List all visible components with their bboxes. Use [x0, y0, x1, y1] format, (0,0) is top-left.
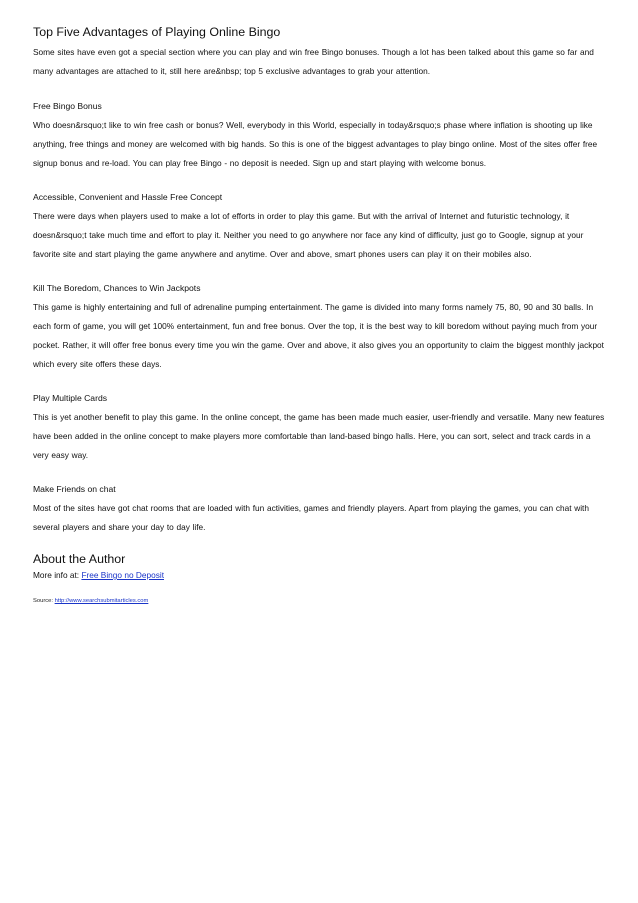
- document-title: Top Five Advantages of Playing Online Bingo: [33, 25, 281, 39]
- author-more-info: [33, 568, 605, 582]
- source-label: Source:: [33, 598, 53, 604]
- free-bingo-link[interactable]: Free Bingo no Deposit: [81, 570, 164, 580]
- section-heading: Free Bingo Bonus: [33, 101, 102, 111]
- more-info-label: More info at:: [33, 570, 80, 580]
- section-make-friends: [33, 480, 605, 537]
- section-kill-boredom: [33, 279, 605, 374]
- intro-paragraph: Some sites have even got a special section where you can play and win free Bingo bonuses. Though a lot has been talked about this game so far and many advantages are attached to it, still here are&nbsp; top 5 exclusive advantages to grab your attention.: [33, 47, 594, 76]
- section-accessible-convenient: [33, 188, 605, 264]
- section-heading: Kill The Boredom, Chances to Win Jackpots: [33, 283, 201, 293]
- section-heading: Make Friends on chat: [33, 484, 116, 494]
- section-heading: Accessible, Convenient and Hassle Free Concept: [33, 192, 223, 202]
- section-heading: Play Multiple Cards: [33, 393, 108, 403]
- section-free-bingo-bonus: [33, 97, 605, 173]
- section-body: Who doesn&rsquo;t like to win free cash or bonus? Well, everybody in this World, especially in today&rsquo;s phase where inflation is shooting up like anything, free things and money are welcomed with big hands. So this is one of the biggest advantages to play bingo online. Most of the sites offer free signup bonus and re-load. You can play free Bingo - no deposit is needed. Sign up and start playing with welcome bonus.: [33, 120, 598, 168]
- author-heading: About the Author: [33, 552, 126, 566]
- source-line: [33, 596, 605, 606]
- document-page: [33, 24, 605, 606]
- section-body: This game is highly entertaining and full of adrenaline pumping entertainment. The game is divided into many forms namely 75, 80, 90 and 30 balls. In each form of game, you will get 100% entertainment, fun and free bonus. Over the top, it is the best way to kill boredom without paying much from your pocket. Rather, it will offer free bonus every time you win the game. Over and above, it also gives you an opportunity to claim the biggest monthly jackpot which every site offers these days.: [33, 302, 604, 369]
- section-body: There were days when players used to make a lot of efforts in order to play this game. But with the arrival of Internet and futuristic technology, it doesn&rsquo;t take much time and effort to play it. Neither you need to go anywhere nor face any kind of difficulty, just go to Google, signup at your favorite site and start playing the game anywhere and anytime. Over and above, smart phones users can play it on their mobiles also.: [33, 211, 584, 259]
- section-body: Most of the sites have got chat rooms that are loaded with fun activities, games and friendly players. Apart from playing the games, you can chat with several players and share your day to day life.: [33, 503, 589, 532]
- section-body: This is yet another benefit to play this game. In the online concept, the game has been made much easier, user-friendly and versatile. Many new features have been added in the online concept to make players more comfortable than land-based bingo halls. Here, you can sort, select and track cards in a very easy way.: [33, 412, 605, 460]
- section-multiple-cards: [33, 389, 605, 465]
- source-link[interactable]: http://www.searchsubmitarticles.com: [54, 598, 149, 604]
